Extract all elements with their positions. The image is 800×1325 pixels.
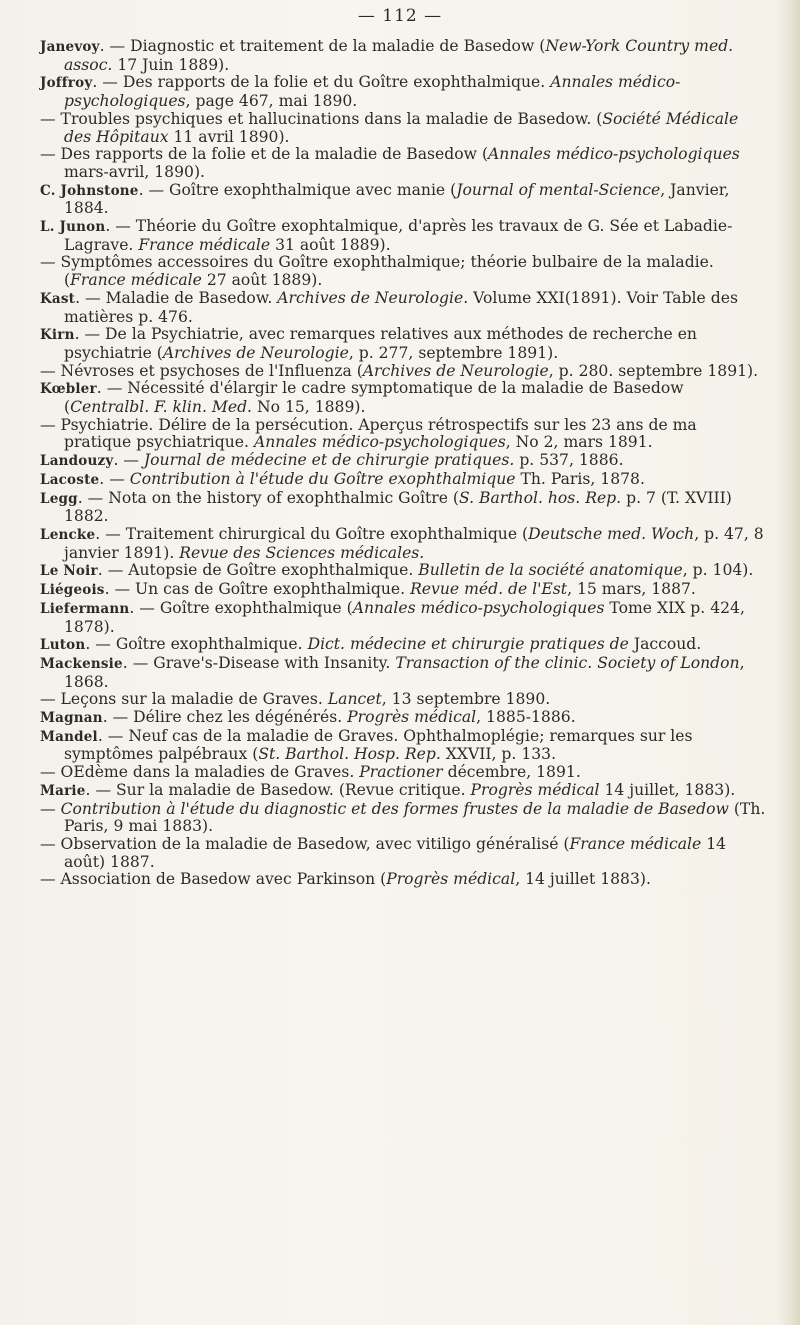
bib-subentry: — OEdème dans la maladies de Graves. Practioner décembre, 1891. [40, 763, 581, 782]
bib-entry-mackensie: Mackensie. — Grave's-Disease with Insanity. Transaction of the clinic. Society of London, 1868. [40, 653, 745, 691]
author-name: Luton [40, 637, 86, 654]
author-name: Kœbler [40, 381, 97, 398]
bib-subentry: — Des rapports de la folie et de la maladie de Basedow (Annales médico-psychologiques mars-avril, 1890). [40, 145, 740, 181]
bib-entry-junon: L. Junon. — Théorie du Goître exophtalmique, d'après les travaux de G. Sée et Labadie-Lagrave. France médicale 31 août 1889). [40, 217, 733, 254]
author-name: Joffroy [40, 75, 93, 92]
bib-entry-liegeois: Liégeois. — Un cas de Goître exophthalmique. Revue méd. de l'Est, 15 mars, 1887. [40, 580, 696, 599]
author-name: Lacoste [40, 471, 100, 488]
author-name: Mandel [40, 728, 98, 745]
author-name: Magnan [40, 710, 103, 727]
bib-subentry: — Association de Basedow avec Parkinson (Progrès médical, 14 juillet 1883). [40, 870, 651, 889]
author-name: Lencke [40, 526, 96, 543]
author-name: Marie [40, 782, 86, 799]
author-name: Liégeois [40, 582, 105, 599]
bib-subentry: — Psychiatrie. Délire de la persécution. Aperçus rétrospectifs sur les 23 ans de ma pratique psychiatrique. Annales médico-psychologiques, No 2, mars 1891. [40, 415, 697, 452]
author-name: Janevoy [40, 39, 100, 55]
bib-subentry: — Leçons sur la maladie de Graves. Lancet, 13 septembre 1890. [40, 690, 551, 709]
bib-subentry: — Troubles psychiques et hallucinations dans la maladie de Basedow. (Société Médicale des Hôpitaux 11 avril 1890). [40, 109, 739, 146]
bib-entry-lacoste: Lacoste. — Contribution à l'étude du Goître exophthalmique Th. Paris, 1878. [40, 469, 645, 488]
bib-entry-johnstone: C. Johnstone. — Goître exophthalmique avec manie (Journal of mental-Science, Janvier, 1884. [40, 180, 730, 218]
bib-subentry: — Névroses et psychoses de l'Influenza (Archives de Neurologie, p. 280. septembre 1891). [40, 361, 759, 380]
bib-entry-kirn: Kirn. — De la Psychiatrie, avec remarques relatives aux méthodes de recherche en psychiatrie (Archives de Neurologie, p. 277, septembre 1891). [40, 325, 697, 362]
author-name: Legg [40, 490, 78, 507]
author-name: Kirn [40, 327, 75, 344]
bib-entry-landouzy: Landouzy. — Journal de médecine et de chirurgie pratiques. p. 537, 1886. [40, 451, 624, 470]
bib-subentry: — Symptômes accessoires du Goître exophthalmique; théorie bulbaire de la maladie. (France médicale 27 août 1889). [40, 253, 714, 290]
author-name: Liefermann [40, 600, 130, 617]
bib-entry-legg: Legg. — Nota on the history of exophthalmic Goître (S. Barthol. hos. Rep. p. 7 (T. XVIII) 1882. [40, 488, 732, 526]
bib-entry-mandel: Mandel. — Neuf cas de la maladie de Graves. Ophthalmoplégie; remarques sur les symptômes palpébraux (St. Barthol. Hosp. Rep. XXVII, p. 133. [40, 726, 693, 764]
author-name: Landouzy [40, 453, 114, 470]
bib-entry-magnan: Magnan. — Délire chez les dégénérés. Progrès médical, 1885-1886. [40, 708, 576, 727]
bib-entry-kast: Kast. — Maladie de Basedow. Archives de Neurologie. Volume XXI(1891). Voir Table des matières p. 476. [40, 288, 738, 326]
author-name: Kast [40, 290, 76, 307]
bib-entry-joffroy: Joffroy. — Des rapports de la folie et du Goître exophthalmique. Annales médico-psychologiques, page 467, mai 1890. [40, 73, 681, 111]
bib-entry-liefermann: Liefermann. — Goître exophthalmique (Annales médico-psychologiques Tome XIX p. 424, 1878). [40, 598, 745, 636]
author-name: Le Noir [40, 563, 98, 580]
bib-subentry: — Observation de la maladie de Basedow, avec vitiligo généralisé (France médicale 14 août) 1887. [40, 834, 727, 871]
author-name: L. Junon [40, 219, 106, 236]
bib-entry-luton: Luton. — Goître exophthalmique. Dict. médecine et chirurgie pratiques de Jaccoud. [40, 635, 702, 654]
bib-entry-janevoy: Janevoy. — Diagnostic et traitement de la maladie de Basedow (New-York Country med. assoc. 17 Juin 1889). [40, 37, 734, 74]
bib-entry-marie: Marie. — Sur la maladie de Basedow. (Revue critique. Progrès médical 14 juillet, 1883). [40, 780, 736, 799]
bib-entry-lencke: Lencke. — Traitement chirurgical du Goître exophthalmique (Deutsche med. Woch, p. 47, 8 janvier 1891). Revue des Sciences médicales. [40, 524, 764, 562]
page-edge-shadow [778, 0, 800, 1325]
author-name: Mackensie [40, 655, 123, 672]
bib-subentry: — Contribution à l'étude du diagnostic et des formes frustes de la maladie de Basedow (Th. Paris, 9 mai 1883). [40, 799, 766, 836]
bib-entry-le-noir: Le Noir. — Autopsie de Goître exophthalmique. Bulletin de la société anatomique, p. 104). [40, 561, 754, 580]
bibliography-list [40, 38, 768, 889]
author-name: C. Johnstone [40, 182, 139, 199]
page-number: — 112 — [357, 6, 443, 26]
bib-entry-koebler: Kœbler. — Nécessité d'élargir le cadre symptomatique de la maladie de Basedow (Centralbl. F. klin. Med. No 15, 1889). [40, 379, 684, 417]
